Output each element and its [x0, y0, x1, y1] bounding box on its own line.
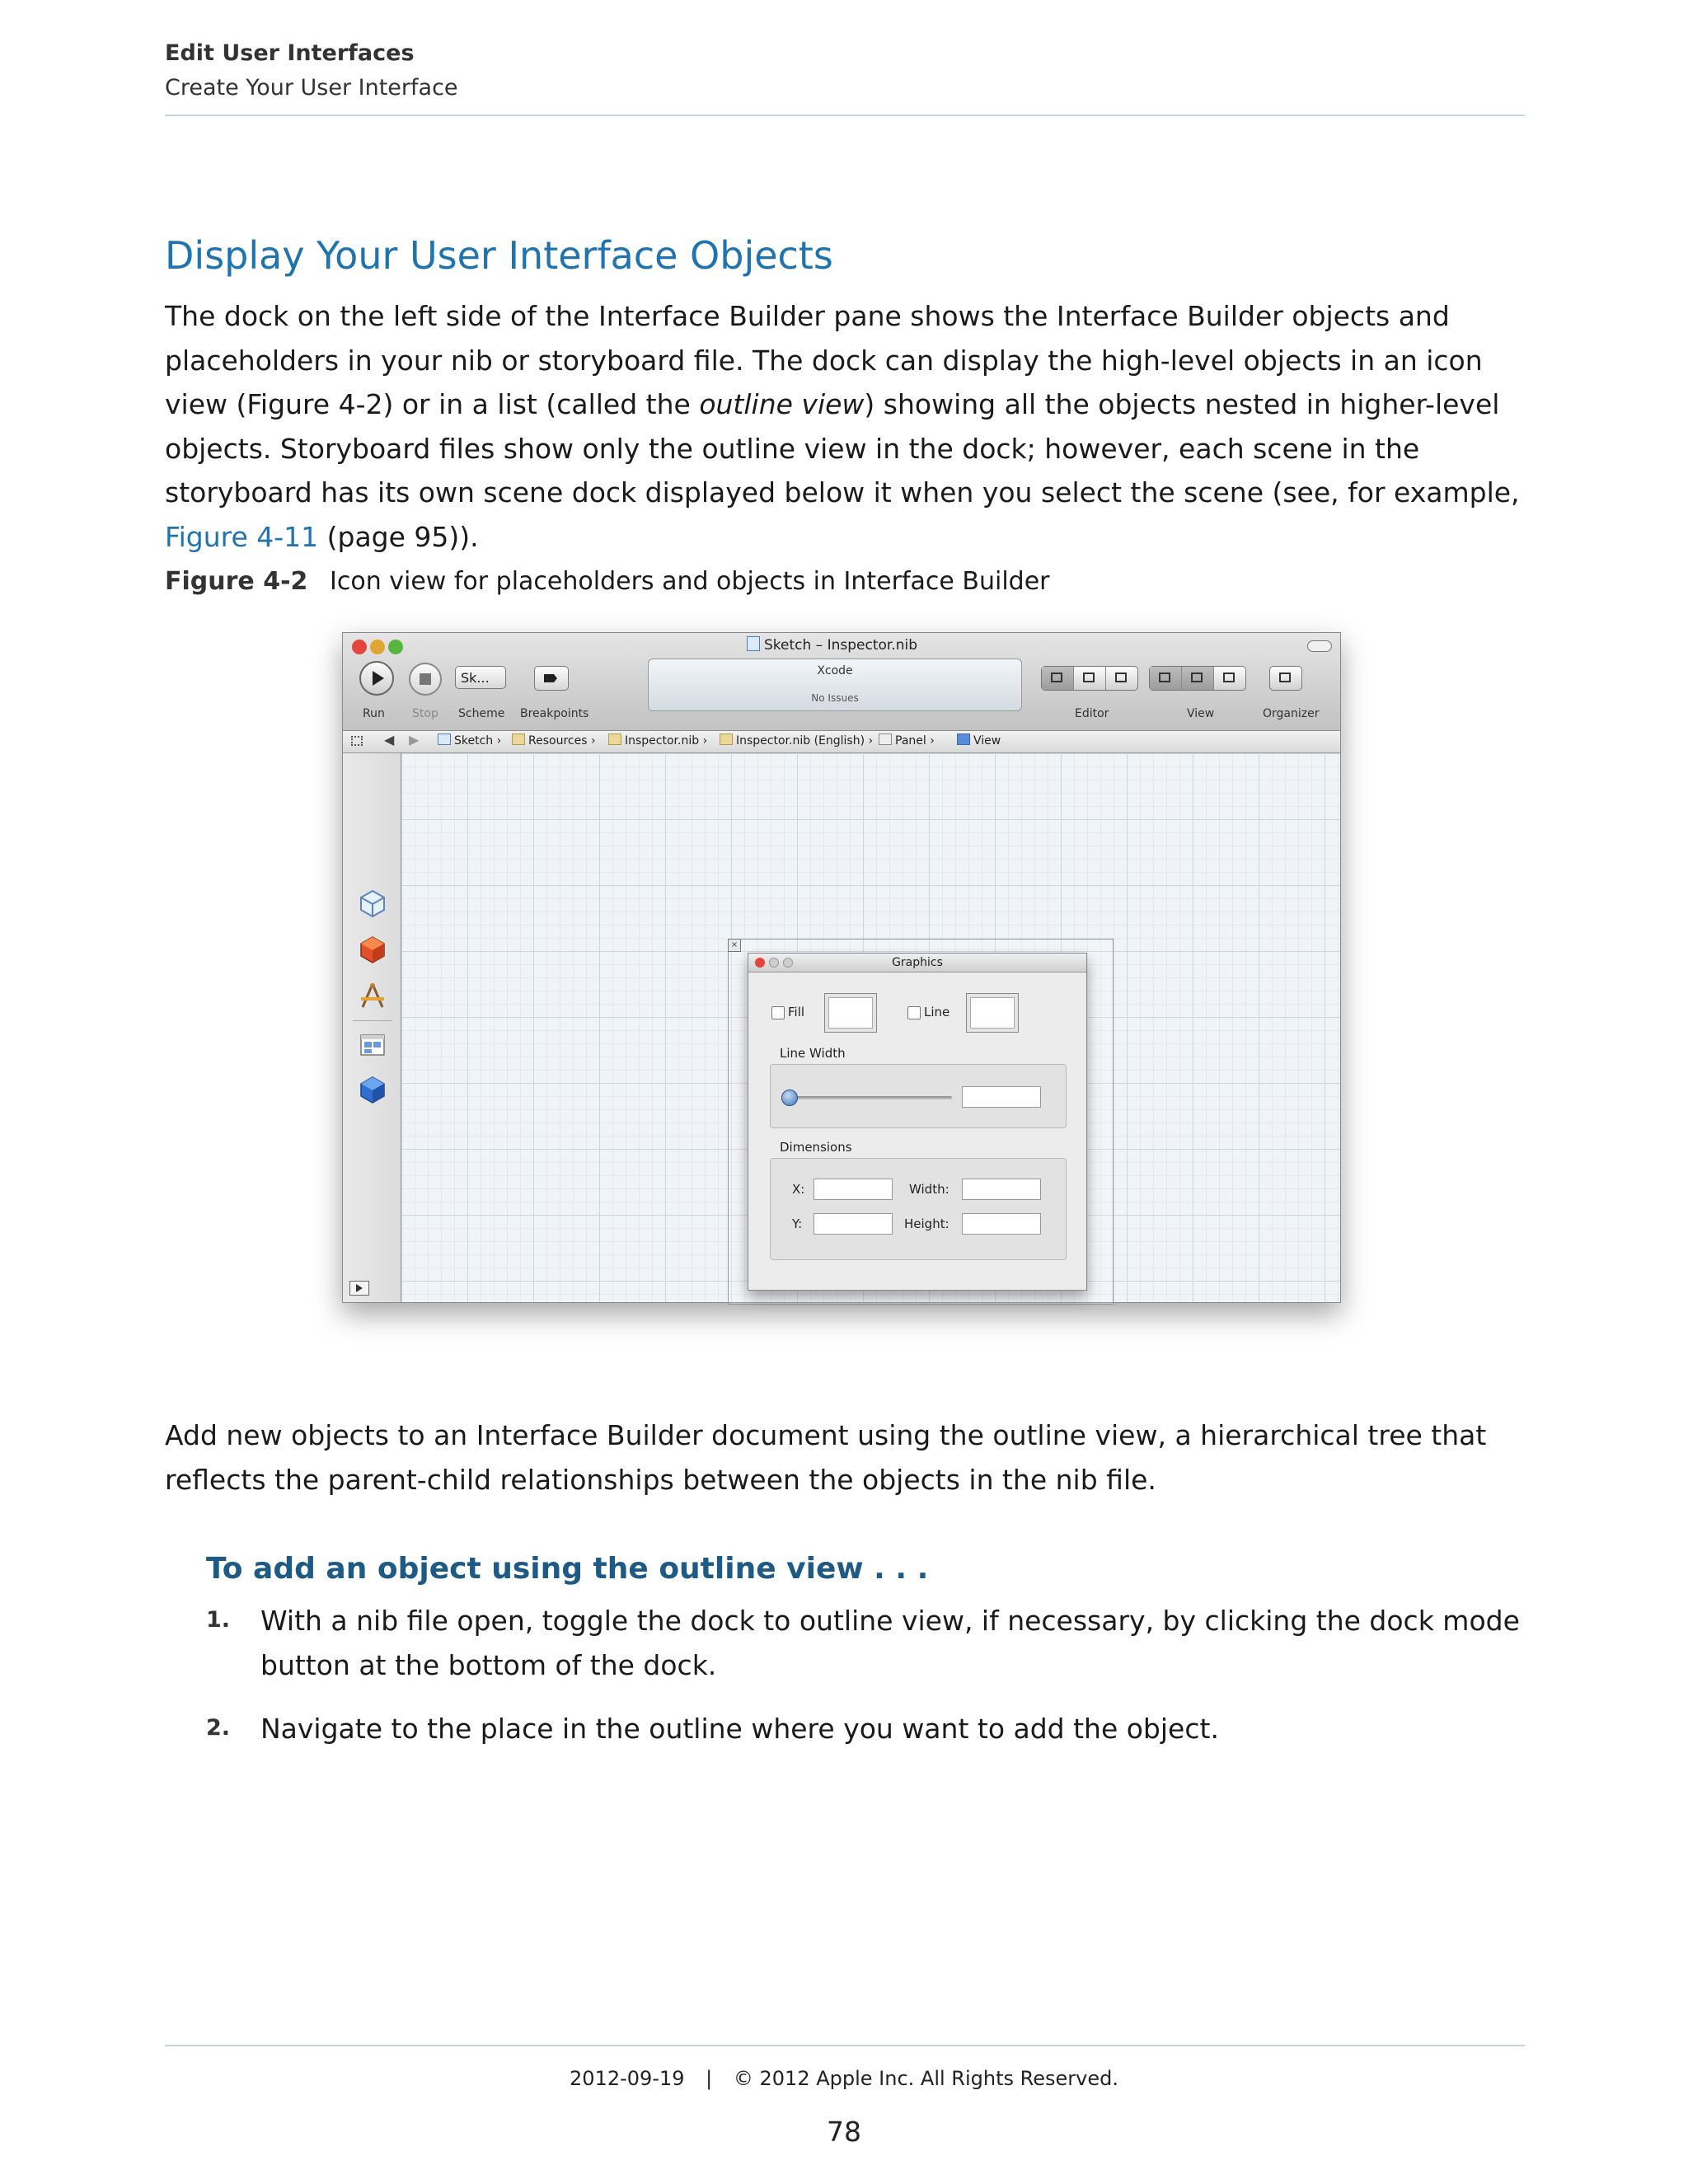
figure-number: Figure 4-2: [165, 567, 308, 596]
activity-status: No Issues: [811, 692, 859, 704]
blue-cube-icon[interactable]: [358, 1075, 387, 1104]
x-field[interactable]: [814, 1179, 893, 1200]
line-width-slider-knob[interactable]: [781, 1090, 798, 1106]
play-icon: [373, 671, 384, 686]
breakpoints-label: Breakpoints: [520, 707, 589, 720]
editor-segmented-control[interactable]: [1041, 666, 1138, 691]
toolbar-toggle-button[interactable]: [1307, 640, 1332, 652]
panel-titlebar: [748, 954, 1086, 972]
line-checkbox[interactable]: [907, 1006, 921, 1019]
xcode-window: [342, 632, 1341, 1303]
dimensions-label: Dimensions: [780, 1140, 852, 1155]
figure-caption: [165, 565, 1050, 598]
graphics-panel[interactable]: [748, 953, 1087, 1291]
footer-rule: [165, 2045, 1525, 2046]
jump-bar-item[interactable]: Panel ›: [879, 733, 935, 748]
cube-outline-icon[interactable]: [358, 888, 387, 918]
y-field[interactable]: [814, 1213, 893, 1235]
jump-bar-item[interactable]: View: [957, 733, 1001, 748]
running-header: [165, 38, 1525, 104]
width-label: Width:: [909, 1182, 950, 1197]
version-editor-icon[interactable]: [1106, 667, 1137, 690]
application-icon[interactable]: [358, 981, 387, 1010]
organizer-icon[interactable]: [1270, 667, 1301, 690]
utilities-view-icon[interactable]: [1214, 667, 1245, 690]
run-label: Run: [363, 707, 385, 720]
standard-editor-icon[interactable]: [1042, 667, 1074, 690]
stop-label: Stop: [412, 707, 438, 720]
header-rule: [165, 115, 1525, 116]
line-width-box: [770, 1064, 1067, 1128]
chapter-title: Edit User Interfaces: [165, 40, 415, 66]
step-text: Navigate to the place in the outline where you want to add the object.: [260, 1713, 1219, 1745]
ib-dock: [343, 753, 401, 1302]
organizer-button[interactable]: [1269, 666, 1302, 691]
line-label: Line: [924, 1005, 950, 1019]
task-heading: To add an object using the outline view . . .: [206, 1552, 929, 1586]
intro-text-a: The dock on the left side of the Interface Builder pane shows the Interface Builder objects and placeholders in your nib or storyboard file. The dock can display the high-level objects in an icon view (Figure 4-2) or in a list (called the: [165, 300, 1483, 420]
dock-mode-button[interactable]: [349, 1281, 369, 1296]
nib-document-icon: [747, 636, 760, 651]
scheme-popup[interactable]: Sk...: [455, 666, 506, 689]
jump-bar-item[interactable]: Sketch ›: [438, 733, 501, 748]
editor-label: Editor: [1075, 707, 1109, 720]
footer-copyright: © 2012 Apple Inc. All Rights Reserved.: [733, 2067, 1118, 2090]
fill-checkbox[interactable]: [771, 1006, 785, 1019]
dock-separator: [353, 1020, 392, 1021]
debug-area-icon[interactable]: [1182, 667, 1214, 690]
height-field[interactable]: [962, 1213, 1041, 1235]
assistant-editor-icon[interactable]: [1074, 667, 1106, 690]
fill-color-well[interactable]: [824, 993, 877, 1033]
run-button[interactable]: [359, 661, 394, 696]
section-title: Create Your User Interface: [165, 75, 458, 101]
x-label: X:: [792, 1182, 805, 1197]
figure-4-11-link[interactable]: Figure 4-11: [165, 520, 319, 553]
breakpoints-button[interactable]: [534, 666, 569, 691]
navigator-view-icon[interactable]: [1150, 667, 1182, 690]
jump-bar-item[interactable]: Inspector.nib ›: [608, 733, 707, 748]
organizer-label: Organizer: [1263, 707, 1320, 720]
window-icon[interactable]: [358, 1030, 387, 1060]
intro-text-c: (page 95)).: [318, 520, 479, 553]
window-title: Sketch – Inspector.nib: [747, 636, 917, 654]
intro-text-b: ) showing all the objects nested in higher-level objects. Storyboard files show only the outline view in the dock; however, each scene in the storyboard has its own scene dock displayed below it when you select the scene (see, for example,: [165, 388, 1520, 509]
step-number: 1.: [206, 1607, 231, 1633]
window-toolbar: [343, 633, 1340, 731]
height-label: Height:: [904, 1216, 950, 1231]
zoom-window-button[interactable]: [388, 640, 403, 654]
section-heading: Display Your User Interface Objects: [165, 233, 833, 278]
dimensions-box: [770, 1158, 1067, 1260]
footer-date: 2012-09-19: [570, 2067, 685, 2090]
view-label: View: [1187, 707, 1215, 720]
width-field[interactable]: [962, 1179, 1041, 1200]
jump-bar-item[interactable]: Resources ›: [512, 733, 596, 748]
canvas-close-icon[interactable]: ×: [728, 939, 741, 952]
fill-label: Fill: [788, 1005, 805, 1019]
step-number: 2.: [206, 1715, 231, 1741]
footer-separator: |: [706, 2067, 713, 2090]
jump-bar-item[interactable]: Inspector.nib (English) ›: [720, 733, 873, 748]
forward-arrow-icon[interactable]: ▶: [409, 732, 420, 748]
minimize-window-button[interactable]: [370, 640, 385, 654]
intro-emphasis: outline view: [699, 388, 865, 420]
breakpoint-icon: [544, 674, 557, 682]
jump-bar: [343, 731, 1340, 753]
page-footer: [0, 2067, 1688, 2090]
activity-viewer: [648, 658, 1022, 711]
step-text: With a nib file open, toggle the dock to outline view, if necessary, by clicking the dock mode button at the bottom of the dock.: [260, 1605, 1520, 1681]
back-arrow-icon[interactable]: ◀: [384, 732, 395, 748]
line-width-field[interactable]: [962, 1086, 1041, 1108]
close-window-button[interactable]: [352, 640, 367, 654]
red-cube-icon[interactable]: [358, 935, 387, 964]
stop-icon: [420, 673, 431, 685]
activity-title: Xcode: [817, 664, 853, 677]
page-number: 78: [827, 2116, 861, 2148]
stop-button[interactable]: [409, 663, 442, 696]
panel-title: Graphics: [892, 956, 943, 969]
intro-paragraph: [165, 294, 1529, 559]
related-items-icon[interactable]: [351, 736, 363, 746]
line-color-well[interactable]: [966, 993, 1019, 1033]
line-width-label: Line Width: [780, 1046, 846, 1061]
view-segmented-control[interactable]: [1149, 666, 1246, 691]
line-width-slider-track[interactable]: [789, 1096, 952, 1099]
ib-canvas[interactable]: [401, 753, 1340, 1302]
figure-caption-text: Icon view for placeholders and objects in Interface Builder: [330, 567, 1050, 596]
scheme-label: Scheme: [458, 707, 505, 720]
y-label: Y:: [792, 1216, 803, 1231]
body-paragraph: Add new objects to an Interface Builder document using the outline view, a hierarchical tree that reflects the parent-child relationships between the objects in the nib file.: [165, 1419, 1487, 1496]
